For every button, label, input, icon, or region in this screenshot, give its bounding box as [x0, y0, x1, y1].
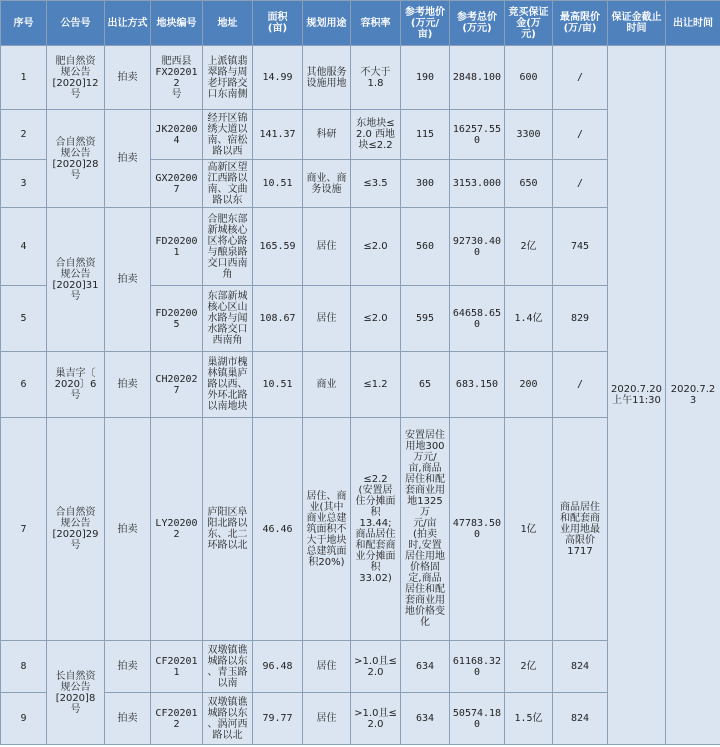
row-max: 824 [553, 693, 608, 745]
row-area: 108.67 [253, 286, 303, 352]
row-total: 683.150 [450, 352, 505, 418]
row-index: 5 [1, 286, 47, 352]
row-max: 745 [553, 208, 608, 286]
row-total: 50574.18 0 [450, 693, 505, 745]
row-deposit: 200 [505, 352, 553, 418]
row-index: 2 [1, 110, 47, 160]
row-total: 92730.40 0 [450, 208, 505, 286]
row-address: 巢湖市槐 林镇巢庐 路以西、 外环北路 以南地块 [203, 352, 253, 418]
row-deposit: 1.5亿 [505, 693, 553, 745]
header-max: 最高限价 (万/亩) [553, 1, 608, 46]
header-saletime: 出让时间 [666, 1, 720, 46]
row-use: 居住、商 业(其中 商业总建 筑面积不 大于地块 总建筑面 积20%) [303, 418, 351, 641]
row-price: 634 [401, 641, 450, 693]
header-index: 序号 [1, 1, 47, 46]
row-total: 61168.32 0 [450, 641, 505, 693]
row-notice: 长自然资 规公告 [2020]8 号 [47, 641, 105, 745]
row-area: 79.77 [253, 693, 303, 745]
row-max: / [553, 352, 608, 418]
row-method: 拍卖 [105, 352, 151, 418]
row-max: 824 [553, 641, 608, 693]
header-far: 容积率 [351, 1, 401, 46]
row-code: CH202027 [151, 352, 203, 418]
row-use: 科研 [303, 110, 351, 160]
row-address: 双墩镇谯 城路以东 、涡河西 路以北 [203, 693, 253, 745]
row-area: 14.99 [253, 46, 303, 110]
row-area: 46.46 [253, 418, 303, 641]
row-index: 6 [1, 352, 47, 418]
row-code: 肥西县 FX202012 号 [151, 46, 203, 110]
row-far: >1.0且≤ 2.0 [351, 641, 401, 693]
row-price: 560 [401, 208, 450, 286]
header-method: 出让方式 [105, 1, 151, 46]
row-index: 4 [1, 208, 47, 286]
row-index: 1 [1, 46, 47, 110]
row-method: 拍卖 [105, 418, 151, 641]
row-far: 东地块≤ 2.0 西地 块≤2.2 [351, 110, 401, 160]
header-address: 地址 [203, 1, 253, 46]
row-price: 190 [401, 46, 450, 110]
row-total: 64658.65 0 [450, 286, 505, 352]
header-notice: 公告号 [47, 1, 105, 46]
row-method: 拍卖 [105, 641, 151, 693]
deposit-deadline: 2020.7.20 上午11:30 [608, 46, 666, 745]
row-method: 拍卖 [105, 208, 151, 352]
row-address: 东部新城 核心区山 水路与闻 水路交口 西南角 [203, 286, 253, 352]
sale-time: 2020.7.23 [666, 46, 720, 745]
row-index: 3 [1, 160, 47, 208]
row-max: 商品居住 和配套商 业用地最 高限价 1717 [553, 418, 608, 641]
row-index: 9 [1, 693, 47, 745]
row-price: 300 [401, 160, 450, 208]
row-max: / [553, 110, 608, 160]
header-price: 参考地价 (万元/ 亩) [401, 1, 450, 46]
row-address: 高新区望 江西路以 南、文曲 路以东 [203, 160, 253, 208]
row-address: 庐阳区阜 阳北路以 东、北二 环路以北 [203, 418, 253, 641]
row-notice: 合自然资 规公告 [2020]29 号 [47, 418, 105, 641]
row-code: CF202011 [151, 641, 203, 693]
row-use: 其他服务 设施用地 [303, 46, 351, 110]
row-code: LY202002 [151, 418, 203, 641]
row-area: 96.48 [253, 641, 303, 693]
row-address: 经开区锦 绣大道以 南、宿松 路以西 [203, 110, 253, 160]
row-index: 8 [1, 641, 47, 693]
row-area: 10.51 [253, 160, 303, 208]
header-row [1, 1, 720, 46]
row-deposit: 650 [505, 160, 553, 208]
row-deposit: 1亿 [505, 418, 553, 641]
row-max: 829 [553, 286, 608, 352]
row-far: >1.0且≤ 2.0 [351, 693, 401, 745]
header-code: 地块编号 [151, 1, 203, 46]
row-use: 居住 [303, 641, 351, 693]
row-area: 141.37 [253, 110, 303, 160]
row-index: 7 [1, 418, 47, 641]
row-deposit: 1.4亿 [505, 286, 553, 352]
row-total: 2848.100 [450, 46, 505, 110]
row-price: 65 [401, 352, 450, 418]
row-area: 10.51 [253, 352, 303, 418]
table-row [1, 46, 720, 110]
row-far: ≤2.0 [351, 208, 401, 286]
row-price: 595 [401, 286, 450, 352]
row-code: GX202007 [151, 160, 203, 208]
row-far: ≤3.5 [351, 160, 401, 208]
row-max: / [553, 160, 608, 208]
row-method: 拍卖 [105, 110, 151, 208]
row-deposit: 600 [505, 46, 553, 110]
row-far: 不大于 1.8 [351, 46, 401, 110]
header-use: 规划用途 [303, 1, 351, 46]
header-deposit: 竞买保证 金(万 元) [505, 1, 553, 46]
row-total: 16257.55 0 [450, 110, 505, 160]
row-code: FD202005 [151, 286, 203, 352]
row-deposit: 2亿 [505, 641, 553, 693]
row-address: 双墩镇谯 城路以东 、青玉路 以南 [203, 641, 253, 693]
row-deposit: 2亿 [505, 208, 553, 286]
row-max: / [553, 46, 608, 110]
row-total: 47783.50 0 [450, 418, 505, 641]
header-total: 参考总价 (万元) [450, 1, 505, 46]
row-use: 商业 [303, 352, 351, 418]
row-price: 634 [401, 693, 450, 745]
row-total: 3153.000 [450, 160, 505, 208]
row-price: 安置居住 用地300 万元/ 亩,商品 居住和配 套商业用 地1325万 元/亩 (拍卖 时,安置 居住用地 价格固 定,商品 居住和配 套商业用 地价格变 化 [401, 418, 450, 641]
row-far: ≤1.2 [351, 352, 401, 418]
row-notice: 合自然资 规公告 [2020]31 号 [47, 208, 105, 352]
row-use: 居住 [303, 693, 351, 745]
header-deadline: 保证金截止 时间 [608, 1, 666, 46]
row-far: ≤2.2 (安置居 住分摊面 积 13.44; 商品居住 和配套商 业分摊面 积 33.02) [351, 418, 401, 641]
row-address: 上派镇翡 翠路与周 老圩路交 口东南侧 [203, 46, 253, 110]
row-method: 拍卖 [105, 693, 151, 745]
row-use: 商业、商 务设施 [303, 160, 351, 208]
row-method: 拍卖 [105, 46, 151, 110]
row-code: CF202012 [151, 693, 203, 745]
row-notice: 肥自然资 规公告 [2020]12 号 [47, 46, 105, 110]
row-price: 115 [401, 110, 450, 160]
row-notice: 合自然资 规公告 [2020]28 号 [47, 110, 105, 208]
row-use: 居住 [303, 208, 351, 286]
row-code: JK202004 [151, 110, 203, 160]
row-code: FD202001 [151, 208, 203, 286]
row-deposit: 3300 [505, 110, 553, 160]
row-area: 165.59 [253, 208, 303, 286]
header-area: 面积 (亩) [253, 1, 303, 46]
row-far: ≤2.0 [351, 286, 401, 352]
row-use: 居住 [303, 286, 351, 352]
row-address: 合肥东部 新城核心 区将心路 与酿泉路 交口西南 角 [203, 208, 253, 286]
row-notice: 巢吉字〔 2020〕6 号 [47, 352, 105, 418]
